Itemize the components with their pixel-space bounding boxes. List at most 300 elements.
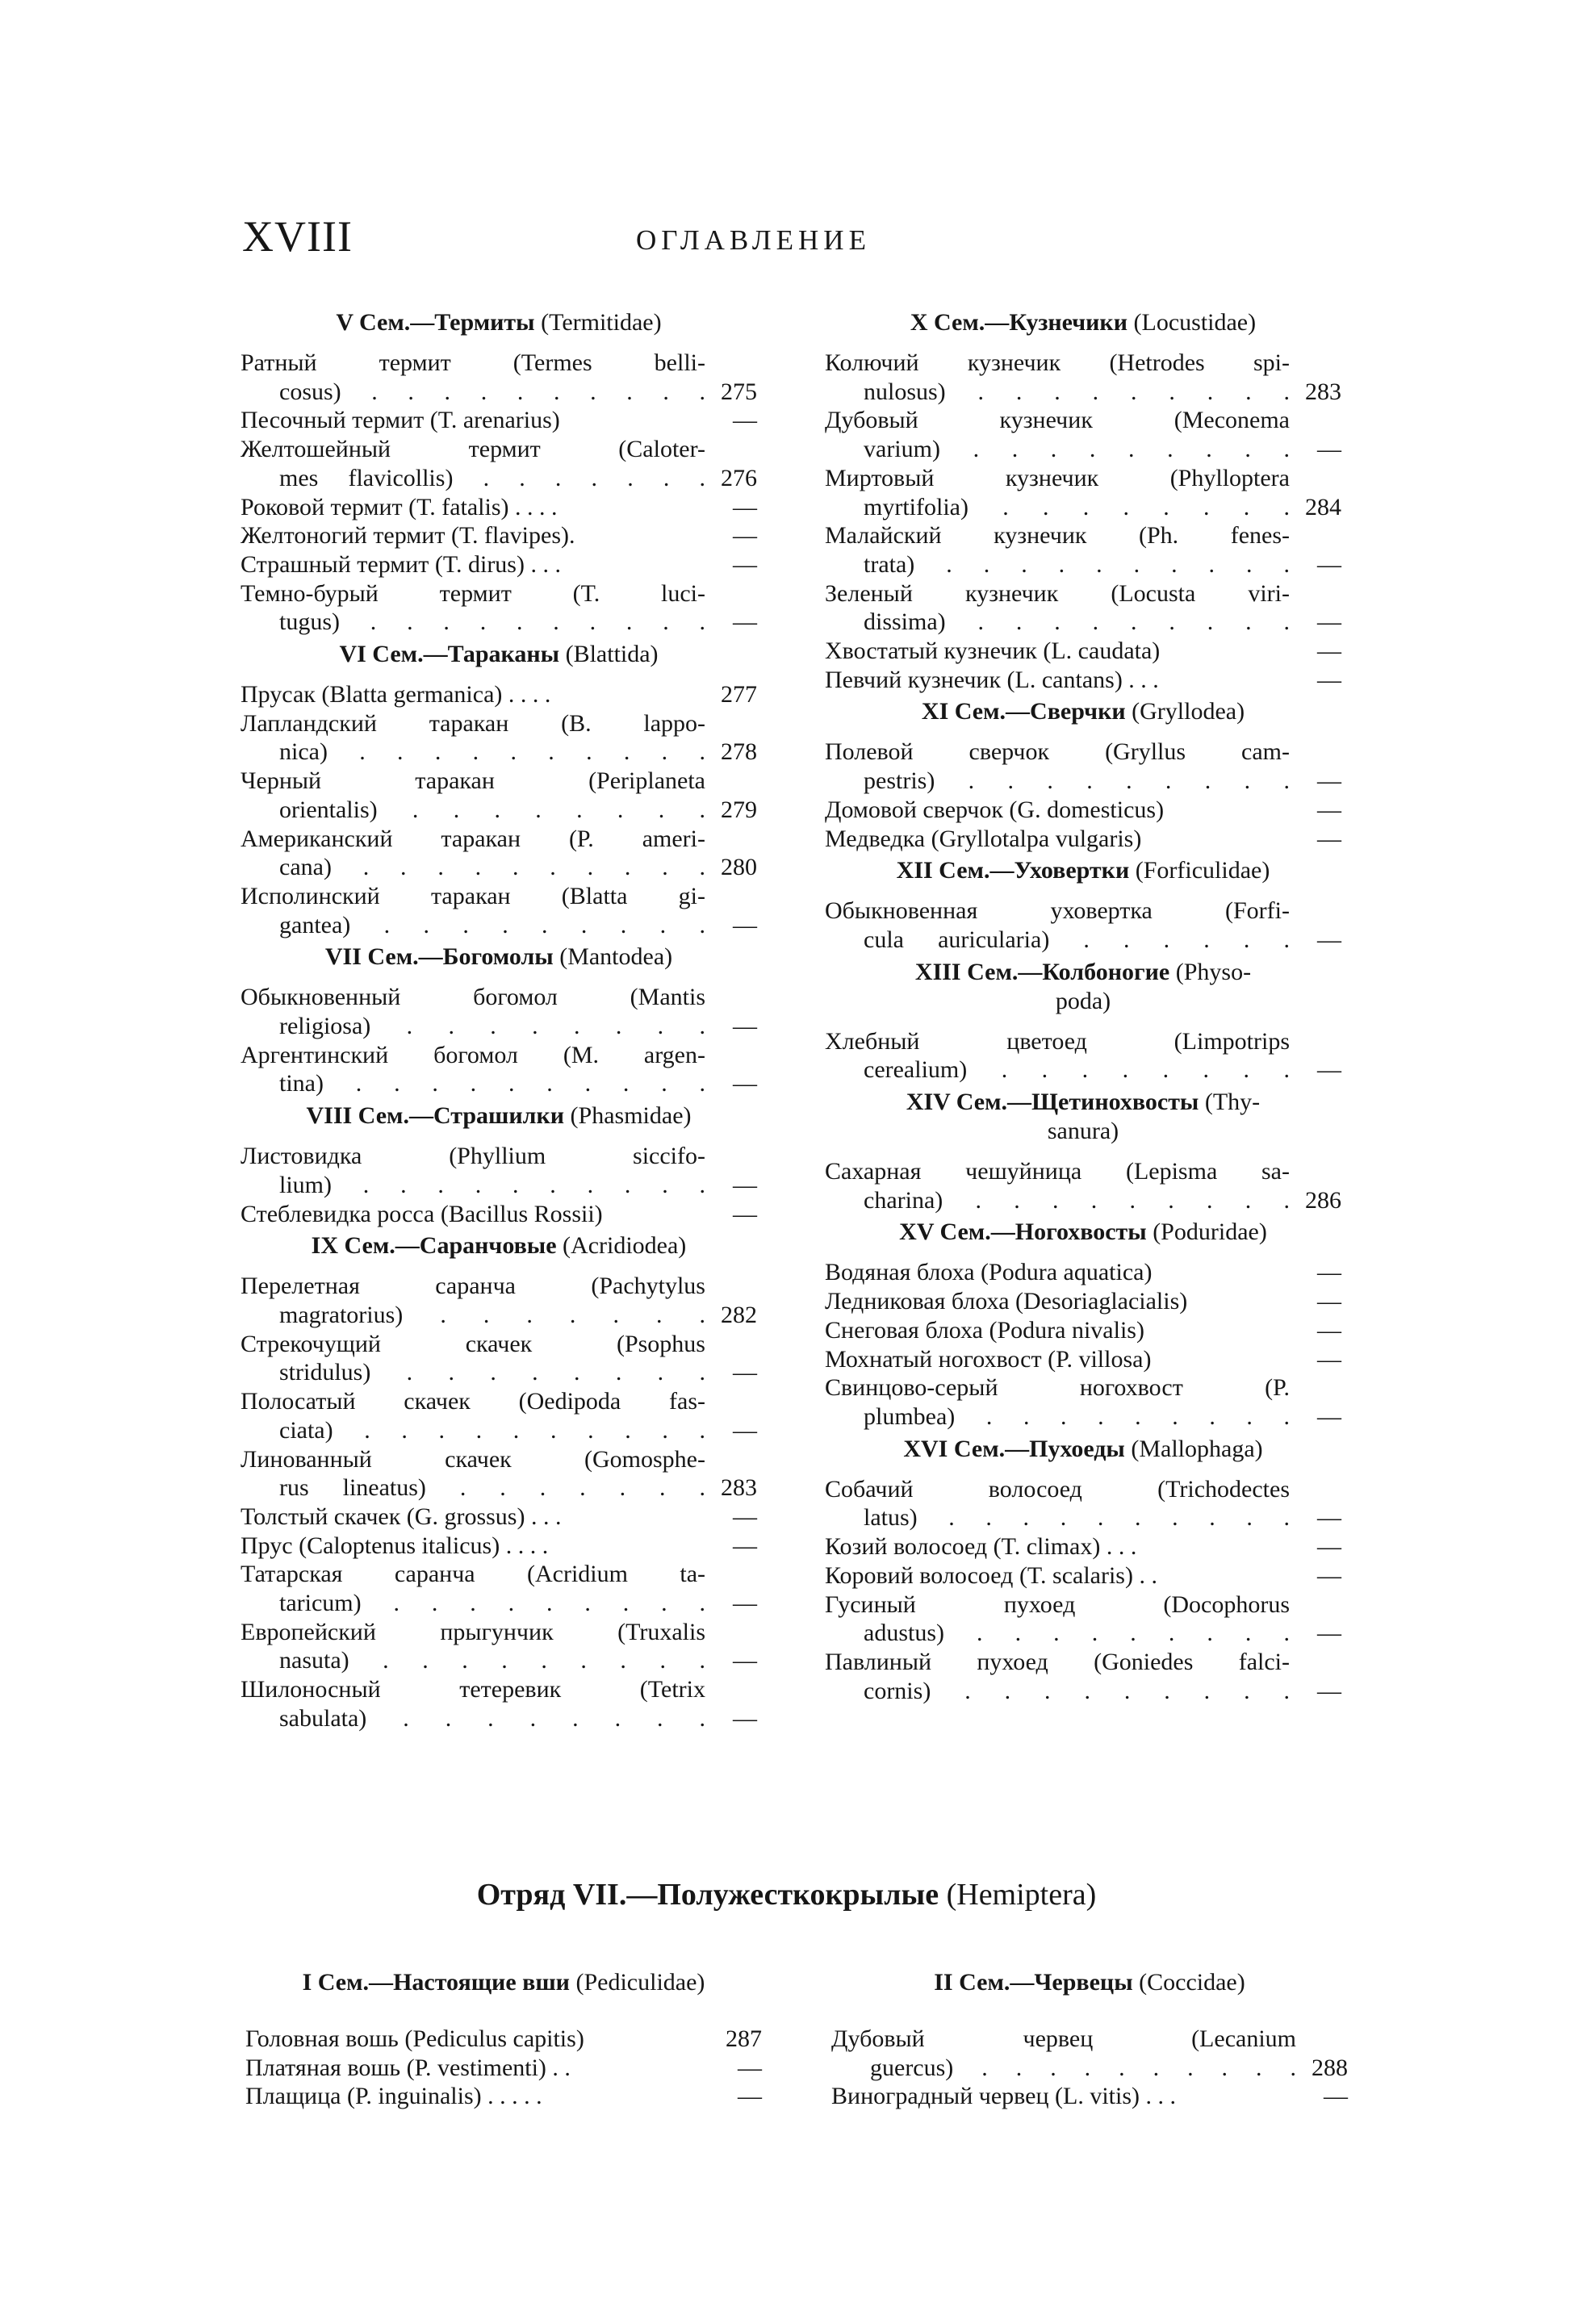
toc-entry	[241, 1675, 757, 1733]
entry-text	[241, 1532, 705, 1561]
page-number: —	[1317, 1316, 1341, 1344]
toc-entry	[241, 406, 757, 435]
entry-line: Колючий кузнечик (Hetrodes spi-	[825, 349, 1290, 376]
toc-entry	[241, 983, 757, 1040]
entry-line-cont: nica) . . . . . . . . . .	[279, 738, 705, 766]
entry-line: Листовидка (Phyllium siccifo-	[241, 1143, 705, 1170]
page-number: —	[1317, 1345, 1341, 1373]
entry-text	[245, 2054, 710, 2083]
section-title: Уховертки	[1014, 857, 1130, 884]
page-number: 275	[721, 378, 757, 405]
toc-entry	[241, 1560, 757, 1617]
toc-entry	[241, 493, 757, 522]
entry-line: Песочный термит (T. arenarius)	[241, 407, 560, 434]
entry-line-cont: taricum) . . . . . . . . .	[279, 1590, 705, 1617]
entry-line-cont: cana) . . . . . . . . . .	[279, 854, 705, 881]
entry-line: Страшный термит (T. dirus) . . .	[241, 550, 561, 578]
entry-line: Темно-бурый термит (T. luci-	[241, 579, 705, 607]
toc-entry	[825, 897, 1341, 954]
section-title: Настоящие вши	[393, 1969, 570, 1996]
page-number: —	[1317, 1056, 1341, 1084]
toc-entry	[825, 637, 1341, 666]
section-name	[899, 1218, 1147, 1245]
order-heading	[0, 1877, 1573, 1912]
entry-line: Татарская саранча (Acridium ta-	[241, 1561, 705, 1588]
page-number: —	[733, 1503, 757, 1530]
section-number: VIII Сем.—	[306, 1102, 433, 1130]
section-number: XI Сем.—	[921, 698, 1031, 725]
section-latin: (Pediculidae)	[575, 1969, 705, 1996]
entry-text	[241, 1200, 705, 1229]
page-number: —	[1317, 1259, 1341, 1286]
section-name	[906, 1089, 1199, 1115]
section-heading	[825, 1435, 1341, 1464]
entry-text	[241, 1675, 705, 1733]
section-heading	[241, 1231, 757, 1260]
entry-line: Хлебный цветоед (Limpotrips	[825, 1027, 1290, 1055]
entry-line: Роковой термит (T. fatalis) . . . .	[241, 493, 558, 520]
page-number: 276	[721, 464, 757, 491]
entry-text	[825, 637, 1290, 666]
section-latin: (Termitidae)	[541, 309, 662, 336]
entry-text	[825, 521, 1290, 579]
page-number: —	[733, 1359, 757, 1386]
section-title: Термиты	[434, 309, 535, 336]
toc-entry	[825, 1316, 1341, 1345]
entry-line-cont: guercus) . . . . . . . . . .	[870, 2054, 1296, 2081]
entry-text	[241, 1560, 705, 1617]
entry-text	[241, 1330, 705, 1387]
page-number: —	[1317, 1561, 1341, 1589]
section-heading	[245, 1968, 762, 1997]
page-number: —	[1317, 550, 1341, 578]
entry-line-cont: plumbea) . . . . . . . . .	[864, 1402, 1290, 1430]
section-latin: (Thy-	[1204, 1089, 1261, 1116]
entry-text	[241, 680, 705, 709]
toc-column-bottom-right	[831, 1965, 1348, 2111]
toc-entry	[825, 521, 1341, 579]
toc-entry	[241, 550, 757, 579]
page-number: 288	[1312, 2054, 1348, 2081]
section-title: Червецы	[1034, 1969, 1133, 1996]
entry-line-cont: adustus) . . . . . . . . .	[864, 1620, 1290, 1647]
section-number: VI Сем.—	[339, 641, 448, 668]
entry-line: Зеленый кузнечик (Locusta viri-	[825, 579, 1290, 607]
section-name	[922, 698, 1126, 725]
page-number: 286	[1305, 1186, 1341, 1214]
section-title: Кузнечики	[1009, 309, 1128, 336]
entry-text	[825, 579, 1290, 637]
entry-line: Миртовый кузнечик (Phylloptera	[825, 464, 1290, 491]
toc-entry	[831, 2082, 1348, 2111]
toc-entry	[241, 825, 757, 882]
section-title: Сверчки	[1030, 698, 1126, 725]
entry-line-cont: dissima) . . . . . . . . .	[864, 608, 1290, 636]
section-number: V Сем.—	[336, 309, 435, 336]
page-number: —	[1317, 1402, 1341, 1430]
entry-text	[831, 2082, 1296, 2111]
page-number: —	[733, 1013, 757, 1040]
toc-entry	[825, 796, 1341, 825]
entry-line-cont: mes flavicollis) . . . . . . .	[279, 464, 705, 491]
toc-entry	[825, 1345, 1341, 1374]
toc-column-top-left	[241, 305, 757, 1733]
page-number: —	[1317, 796, 1341, 823]
entry-line: Сахарная чешуйница (Lepisma sa-	[825, 1158, 1290, 1185]
entry-line: Черный таракан (Periplaneta	[241, 767, 705, 795]
page-number: 282	[721, 1301, 757, 1328]
entry-text	[241, 435, 705, 492]
page-number: —	[733, 608, 757, 636]
entry-line-cont: varium) . . . . . . . . .	[864, 436, 1290, 463]
entry-text	[245, 2082, 710, 2111]
section-title: Страшилки	[433, 1102, 565, 1130]
entry-line: Водяная блоха (Podura aquatica)	[825, 1259, 1153, 1286]
entry-text	[241, 1142, 705, 1199]
entry-line: Желтоногий термит (T. flavipes).	[241, 522, 575, 550]
entry-line-cont: tina) . . . . . . . . . .	[279, 1070, 705, 1097]
section-number: X Сем.—	[910, 309, 1010, 336]
toc-entry	[245, 2082, 762, 2111]
page-number: —	[1317, 608, 1341, 636]
entry-line: Полосатый скачек (Oedipoda fas-	[241, 1388, 705, 1415]
entry-text	[825, 1345, 1290, 1374]
page-number: —	[733, 1416, 757, 1444]
toc-entry	[825, 1373, 1341, 1431]
section-heading	[825, 1218, 1341, 1247]
entry-text	[241, 983, 705, 1040]
entry-text	[241, 1387, 705, 1444]
toc-entry	[241, 1532, 757, 1561]
entry-text	[825, 1316, 1290, 1345]
toc-entry	[825, 1287, 1341, 1316]
page-number: —	[1324, 2083, 1348, 2110]
toc-column-top-right	[825, 305, 1341, 1705]
entry-text	[825, 1561, 1290, 1590]
entry-line-cont: religiosa) . . . . . . . .	[279, 1013, 705, 1040]
toc-entry	[825, 464, 1341, 521]
entry-line: Ратный термит (Termes belli-	[241, 349, 705, 376]
section-title: Ногохвосты	[1015, 1218, 1147, 1246]
page-number: 279	[721, 796, 757, 823]
entry-line: Ледниковая блоха (Desoriaglacialis)	[825, 1288, 1188, 1315]
toc-entry	[825, 1027, 1341, 1085]
entry-text	[825, 1475, 1290, 1532]
page-number: —	[1317, 436, 1341, 463]
section-title: Колбоногие	[1042, 958, 1170, 985]
section-title: Богомолы	[442, 943, 554, 971]
toc-entry	[825, 1532, 1341, 1561]
section-name	[303, 1969, 570, 1996]
entry-line: Прус (Caloptenus italicus) . . . .	[241, 1532, 549, 1559]
toc-entry	[241, 709, 757, 767]
entry-line: Шилоносный тетеревик (Tetrix	[241, 1676, 705, 1703]
toc-entry	[831, 2025, 1348, 2082]
running-title: ОГЛАВЛЕНИЕ	[636, 224, 871, 256]
order-latin: (Hemiptera)	[946, 1878, 1097, 1912]
toc-entry	[241, 1387, 757, 1444]
entry-text	[245, 2025, 710, 2054]
entry-line: Европейский прыгунчик (Truxalis	[241, 1618, 705, 1645]
section-title: Тараканы	[447, 641, 560, 668]
entry-line: Певчий кузнечик (L. cantans) . . .	[825, 666, 1159, 693]
entry-text	[241, 1618, 705, 1675]
toc-entry	[825, 406, 1341, 463]
entry-line: Собачий волосоед (Trichodectes	[825, 1475, 1290, 1503]
toc-entry	[241, 1200, 757, 1229]
entry-line-cont: rus lineatus) . . . . . . .	[279, 1474, 705, 1502]
entry-text	[825, 1258, 1290, 1287]
entry-text	[825, 1373, 1290, 1431]
section-heading	[831, 1968, 1348, 1997]
page-number: 278	[721, 738, 757, 766]
section-latin: (Poduridae)	[1153, 1218, 1267, 1246]
toc-entry	[245, 2025, 762, 2054]
section-number: XV Сем.—	[899, 1218, 1015, 1246]
entry-line-cont: nulosus) . . . . . . . . .	[864, 378, 1290, 405]
entry-text	[241, 1503, 705, 1532]
section-name	[903, 1436, 1125, 1462]
entry-text	[831, 2025, 1296, 2082]
section-latin: (Physo-	[1175, 958, 1252, 985]
order-prefix: Отряд VII.—	[476, 1878, 658, 1912]
section-latin: (Locustidae)	[1133, 309, 1257, 336]
entry-line: Головная вошь (Pediculus capitis)	[245, 2025, 584, 2052]
entry-line: Перелетная саранча (Pachytylus	[241, 1273, 705, 1300]
entry-text	[241, 882, 705, 939]
entry-line: Прусак (Blatta germanica) . . . .	[241, 681, 551, 708]
entry-line: Плащица (P. inguinalis) . . . . .	[245, 2083, 542, 2110]
section-heading	[241, 1101, 757, 1131]
order-name: Полужесткокрылые	[657, 1878, 939, 1912]
section-heading	[825, 1088, 1341, 1146]
toc-column-bottom-left	[245, 1965, 762, 2111]
section-latin: (Gryllodea)	[1132, 698, 1245, 725]
entry-line: Козий волосоед (T. climax) . . .	[825, 1533, 1137, 1561]
entry-line-cont: nasuta) . . . . . . . . .	[279, 1647, 705, 1674]
section-latin: (Acridiodea)	[563, 1232, 687, 1260]
section-latin: (Blattida)	[565, 641, 659, 668]
entry-text	[241, 406, 705, 435]
page-number: —	[738, 2054, 762, 2081]
page-number: —	[1317, 637, 1341, 665]
entry-line: Исполинский таракан (Blatta gi-	[241, 882, 705, 909]
page-number: 280	[721, 854, 757, 881]
section-latin: (Phasmidae)	[570, 1102, 692, 1130]
toc-entry	[241, 1272, 757, 1329]
entry-line: Дубовый кузнечик (Meconema	[825, 407, 1290, 434]
entry-text	[241, 550, 705, 579]
entry-line-cont: trata) . . . . . . . . . .	[864, 550, 1290, 578]
page-number: —	[733, 550, 757, 578]
entry-text	[241, 1041, 705, 1098]
entry-text	[241, 579, 705, 637]
section-number: VII Сем.—	[324, 943, 443, 971]
entry-line: Гусиный пухоед (Docophorus	[825, 1590, 1290, 1618]
entry-line-cont: tugus) . . . . . . . . . .	[279, 608, 705, 636]
entry-line: Обыкновенный богомол (Mantis	[241, 984, 705, 1011]
entry-text	[825, 666, 1290, 695]
entry-text	[241, 1272, 705, 1329]
entry-text	[825, 464, 1290, 521]
section-number: II Сем.—	[934, 1969, 1035, 1996]
entry-line-cont: gantea) . . . . . . . . .	[279, 911, 705, 938]
page-number: —	[738, 2083, 762, 2110]
page-number: —	[733, 1171, 757, 1198]
section-name	[336, 309, 534, 336]
toc-entry	[241, 680, 757, 709]
entry-text	[241, 1445, 705, 1503]
entry-text	[825, 825, 1290, 854]
toc-entry	[825, 1258, 1341, 1287]
entry-line: Снеговая блоха (Podura nivalis)	[825, 1316, 1144, 1344]
entry-line: Стрекочущий скачек (Psophus	[241, 1330, 705, 1357]
page-number: —	[1317, 1288, 1341, 1315]
section-number: I Сем.—	[302, 1969, 394, 1996]
toc-entry	[825, 825, 1341, 854]
entry-text	[825, 796, 1290, 825]
entry-line-cont: stridulus) . . . . . . . .	[279, 1359, 705, 1386]
page-number: —	[1317, 825, 1341, 852]
section-heading	[241, 308, 757, 337]
page-number: 277	[721, 681, 757, 708]
page-number: —	[733, 1590, 757, 1617]
entry-text	[241, 709, 705, 767]
page-number: 284	[1305, 493, 1341, 520]
section-heading	[241, 943, 757, 972]
section-number: IX Сем.—	[311, 1232, 420, 1260]
toc-entry	[241, 1041, 757, 1098]
toc-entry	[825, 1590, 1341, 1648]
entry-line: Американский таракан (P. ameri-	[241, 825, 705, 852]
entry-text	[825, 406, 1290, 463]
page-number: —	[733, 1532, 757, 1559]
page-number: —	[733, 522, 757, 550]
toc-entry	[241, 1445, 757, 1503]
entry-text	[825, 1590, 1290, 1648]
entry-line: Стеблевидка росса (Bacillus Rossii)	[241, 1200, 603, 1227]
section-heading	[825, 958, 1341, 1016]
entry-line: Желтошейный термит (Caloter-	[241, 436, 705, 463]
section-name	[339, 641, 559, 667]
toc-entry	[241, 579, 757, 637]
section-title: Саранчовые	[419, 1232, 557, 1260]
entry-line: Линованный скачек (Gomosphe-	[241, 1445, 705, 1473]
page-header	[242, 211, 1372, 268]
entry-line-cont: cula auricularia) . . . . . .	[864, 926, 1290, 953]
section-name	[325, 943, 554, 970]
section-latin: (Mantodea)	[559, 943, 673, 971]
entry-line-cont: cornis) . . . . . . . . .	[864, 1677, 1290, 1704]
section-number: XIII Сем.—	[914, 958, 1043, 985]
entry-line: Медведка (Gryllotalpa vulgaris)	[825, 825, 1142, 852]
entry-text	[825, 897, 1290, 954]
page-folio: XVIII	[242, 212, 353, 261]
entry-line-cont: pestris) . . . . . . . . .	[864, 767, 1290, 795]
toc-entry	[241, 767, 757, 824]
toc-entry	[241, 882, 757, 939]
toc-entry	[241, 349, 757, 406]
entry-line-cont: ciata) . . . . . . . . . .	[279, 1416, 705, 1444]
section-name	[910, 309, 1127, 336]
toc-entry	[825, 579, 1341, 637]
page-number: —	[733, 911, 757, 938]
toc-entry	[241, 1618, 757, 1675]
entry-line-cont: lium) . . . . . . . . . .	[279, 1171, 705, 1198]
entry-line: Платяная вошь (P. vestimenti) . .	[245, 2054, 571, 2081]
toc-entry	[241, 1142, 757, 1199]
toc-entry	[825, 738, 1341, 795]
toc-entry	[825, 1475, 1341, 1532]
entry-line-cont: charina) . . . . . . . . .	[864, 1186, 1290, 1214]
page-number: —	[1317, 1677, 1341, 1704]
entry-text	[241, 521, 705, 550]
page-number: —	[733, 1704, 757, 1732]
page-number: —	[1317, 666, 1341, 693]
entry-line-cont: cerealium) . . . . . . . .	[864, 1056, 1290, 1084]
entry-text	[825, 1287, 1290, 1316]
toc-entry	[241, 435, 757, 492]
entry-text	[241, 349, 705, 406]
section-latin-cont: sanura)	[1047, 1118, 1119, 1145]
page-number: —	[733, 1070, 757, 1097]
entry-line-cont: orientalis) . . . . . . . .	[279, 796, 705, 823]
page-number: —	[733, 407, 757, 434]
entry-line: Хвостатый кузнечик (L. caudata)	[825, 637, 1161, 665]
entry-line: Толстый скачек (G. grossus) . . .	[241, 1503, 562, 1530]
page-number: —	[1317, 1620, 1341, 1647]
section-name	[934, 1969, 1132, 1996]
section-heading	[241, 640, 757, 669]
entry-text	[241, 493, 705, 522]
page-number: 283	[1305, 378, 1341, 405]
entry-line-cont: myrtifolia) . . . . . . . .	[864, 493, 1290, 520]
section-title: Пухоеды	[1029, 1435, 1125, 1462]
page-number: —	[733, 493, 757, 520]
entry-text	[825, 1648, 1290, 1705]
section-name	[312, 1232, 557, 1259]
page-number: —	[1317, 926, 1341, 953]
page-number: 287	[726, 2025, 762, 2052]
section-number: XVI Сем.—	[903, 1435, 1030, 1462]
entry-line: Мохнатый ногохвост (P. villosa)	[825, 1345, 1152, 1373]
section-title: Щетинохвосты	[1031, 1089, 1199, 1116]
entry-line: Дубовый червец (Lecanium	[831, 2025, 1296, 2052]
toc-entry	[245, 2054, 762, 2083]
entry-text	[825, 1027, 1290, 1085]
section-latin: (Mallophaga)	[1131, 1435, 1263, 1462]
entry-text	[825, 1532, 1290, 1561]
section-heading	[825, 308, 1341, 337]
entry-text	[825, 349, 1290, 406]
section-number: XIV Сем.—	[906, 1089, 1032, 1116]
entry-line: Лапландский таракан (B. lappo-	[241, 709, 705, 737]
entry-line: Павлиный пухоед (Goniedes falci-	[825, 1648, 1290, 1675]
section-name	[915, 959, 1169, 985]
toc-entry	[241, 521, 757, 550]
section-number: XII Сем.—	[896, 857, 1015, 884]
entry-line: Полевой сверчок (Gryllus cam-	[825, 738, 1290, 766]
section-latin: (Forficulidae)	[1135, 857, 1270, 884]
section-heading	[825, 697, 1341, 726]
entry-text	[825, 738, 1290, 795]
page-number: —	[1317, 767, 1341, 795]
toc-entry	[241, 1503, 757, 1532]
entry-text	[825, 1157, 1290, 1214]
section-name	[306, 1102, 564, 1129]
page-number: —	[733, 1647, 757, 1674]
page-number: 283	[721, 1474, 757, 1502]
